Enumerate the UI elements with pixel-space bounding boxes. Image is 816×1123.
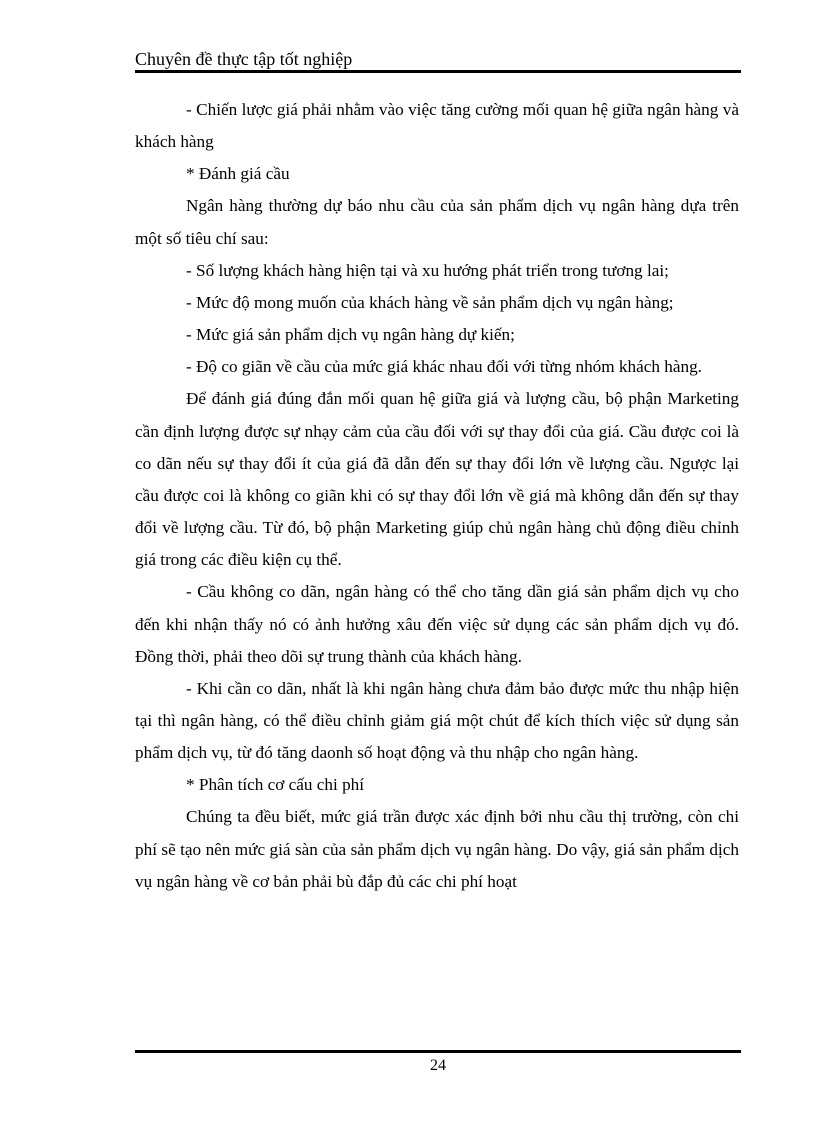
- document-title: Chuyên đề thực tập tốt nghiệp: [135, 49, 353, 69]
- header-rule: [135, 70, 741, 73]
- page-header: [135, 46, 741, 74]
- paragraph-price-demand-relation: Để đánh giá đúng đắn mối quan hệ giữa giá và lượng cầu, bộ phận Marketing cần định lượng được sự nhạy cảm của cầu đối với sự thay đổi của giá. Cầu được coi là co dãn nếu sự thay đổi ít của giá đã dẫn đến sự thay đổi lớn về lượng cầu. Ngược lại cầu được coi là không co giãn khi có sự thay đổi lớn về giá mà không dẫn đến sự thay đổi về lượng cầu. Từ đó, bộ phận Marketing giúp chủ ngân hàng chủ động điều chỉnh giá trong các điều kiện cụ thể.: [135, 389, 739, 570]
- paragraph-pricing-strategy: - Chiến lược giá phải nhằm vào việc tăng cường mối quan hệ giữa ngân hàng và khách hàng: [135, 100, 739, 152]
- list-item-desire-level: - Mức độ mong muốn của khách hàng về sản phẩm dịch vụ ngân hàng;: [186, 292, 674, 312]
- paragraph-inelastic-demand: - Cầu không co dãn, ngân hàng có thể cho tăng dần giá sản phẩm dịch vụ cho đến khi nhận thấy nó có ảnh hưởng xâu đến việc sử dụng các sản phẩm dịch vụ đó. Đồng thời, phải theo dõi sự trung thành của khách hàng.: [135, 582, 739, 666]
- heading-demand-assessment: * Đánh giá cầu: [186, 164, 290, 184]
- list-item-customer-count: - Số lượng khách hàng hiện tại và xu hướng phát triển trong tương lai;: [186, 260, 669, 280]
- paragraph-elastic-demand: - Khi cần co dãn, nhất là khi ngân hàng chưa đảm bảo được mức thu nhập hiện tại thì ngân hàng, có thể điều chỉnh giảm giá một chút để kích thích việc sử dụng sản phẩm dịch vụ, từ đó tăng daonh số hoạt động và thu nhập cho ngân hàng.: [135, 678, 739, 763]
- list-item-elasticity: - Độ co giãn về cầu của mức giá khác nhau đối với từng nhóm khách hàng.: [186, 357, 702, 377]
- footer-rule: [135, 1050, 741, 1053]
- list-item-expected-price: - Mức giá sản phẩm dịch vụ ngân hàng dự kiến;: [186, 325, 515, 345]
- page-footer: [135, 1050, 741, 1080]
- body-text: [135, 94, 739, 898]
- paragraph-demand-forecast: Ngân hàng thường dự báo nhu cầu của sản phẩm dịch vụ ngân hàng dựa trên một số tiêu chí sau:: [135, 196, 739, 248]
- page-number: 24: [430, 1057, 446, 1074]
- paragraph-cost-analysis: Chúng ta đều biết, mức giá trần được xác định bởi nhu cầu thị trường, còn chi phí sẽ tạo nên mức giá sàn của sản phẩm dịch vụ ngân hàng. Do vậy, giá sản phẩm dịch vụ ngân hàng về cơ bản phải bù đắp đủ các chi phí hoạt: [135, 807, 739, 891]
- heading-cost-structure: * Phân tích cơ cấu chi phí: [186, 775, 365, 795]
